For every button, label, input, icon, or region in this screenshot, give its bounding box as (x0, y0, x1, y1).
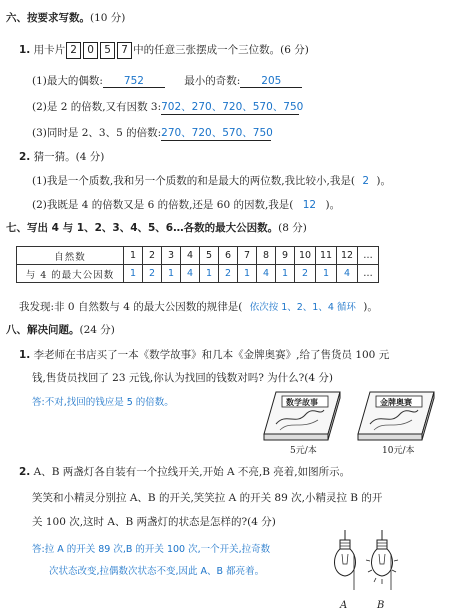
s8-q2-text1: A、B 两盏灯各自装有一个拉线开关,开始 A 不亮,B 亮着,如图所示。 (33, 466, 351, 478)
s6-q2-sub2-text: (2)我既是 4 的倍数又是 6 的倍数,还是 60 的因数,我是( (32, 199, 294, 211)
table-cell: … (358, 247, 379, 265)
s6-q1-sub1-label2: 最小的奇数: (184, 75, 241, 87)
table-cell: 6 (219, 247, 238, 265)
table-cell: 2 (143, 247, 162, 265)
table-row (17, 247, 379, 265)
s8-q2-text2: 笑笑和小精灵分别拉 A、B 的开关,笑笑拉 A 的开关 89 次,小精灵拉 B 的开 (32, 492, 383, 504)
table-cell: 8 (257, 247, 276, 265)
s6-q1-sub1 (32, 73, 302, 88)
s7-finding-text: 我发现:非 0 自然数与 4 的最大公因数的规律是( (19, 301, 243, 313)
multiple-2-factor-3-answer: 702、270、720、570、750 (161, 101, 304, 113)
table-cell: 12 (337, 247, 358, 265)
table-cell: 3 (162, 247, 181, 265)
gcd-answer-cell: 1 (238, 265, 257, 283)
s6-q2-number: 2. (19, 151, 31, 163)
s8-q1-text1: 李老师在书店买了一本《数学故事》和几本《金牌奥赛》,给了售货员 100 元 (33, 349, 390, 361)
common-multiple-answer: 12 (302, 199, 317, 211)
table-cell: 7 (238, 247, 257, 265)
gcd-answer-cell: 4 (181, 265, 200, 283)
s6-q1-sub2-label: (2)是 2 的倍数,又有因数 3: (32, 101, 162, 113)
gcd-answer-cell: 2 (295, 265, 316, 283)
gcd-answer-cell: 1 (276, 265, 295, 283)
gcd-answer-cell: 1 (316, 265, 337, 283)
gcd-answer-cell: 1 (200, 265, 219, 283)
s6-q1-sub3 (32, 125, 271, 141)
table-cell: 10 (295, 247, 316, 265)
table-cell: 9 (276, 247, 295, 265)
card-2: 0 (83, 42, 98, 59)
table-cell: 4 (181, 247, 200, 265)
gcd-answer-cell: 2 (219, 265, 238, 283)
gcd-answer-cell: 2 (143, 265, 162, 283)
s6-q1-sub1-label: (1)最大的偶数: (32, 75, 103, 87)
s8-q1-answer: 答:不对,找回的钱应是 5 的倍数。 (32, 397, 174, 408)
bulb-b-illustration (364, 530, 400, 612)
s8-q2-answer-2: 次状态改变,拉偶数次状态不变,因此 A、B 都亮着。 (49, 566, 265, 577)
section-6-title: 六、按要求写数。 (6, 12, 90, 24)
max-even-answer: 752 (103, 75, 165, 88)
s6-q1-sub2 (32, 99, 304, 115)
section-8-heading (6, 322, 115, 337)
s6-q1-sub3-label: (3)同时是 2、3、5 的倍数: (32, 127, 162, 139)
card-3: 5 (100, 42, 115, 59)
bulb-a-illustration (330, 530, 360, 612)
section-8-score: (24 分) (79, 324, 115, 336)
book-1-title: 数学故事 (286, 397, 318, 407)
s8-q2-line1 (19, 464, 350, 479)
s8-q2-number: 2. (19, 466, 31, 478)
table-cell: 11 (316, 247, 337, 265)
gcd-table (16, 246, 379, 283)
row-label-gcd: 与 4 的最大公因数 (17, 265, 124, 283)
table-cell: 5 (200, 247, 219, 265)
book-1-price: 5元/本 (290, 446, 317, 456)
book-gold-olympiad-illustration (356, 390, 436, 458)
s6-q2-sub1-text: (1)我是一个质数,我和另一个质数的和是最大的两位数,我比较小,我是( (32, 175, 355, 187)
s6-q1-pre: 用卡片 (33, 44, 66, 56)
s7-finding-end: )。 (363, 301, 378, 313)
book-2-price: 10元/本 (382, 446, 415, 456)
s8-q1-line1 (19, 347, 389, 362)
row-label-natural: 自然数 (17, 247, 124, 265)
table-cell: … (358, 265, 379, 283)
s6-q2-heading (19, 149, 104, 164)
s8-q2-answer-1: 答:拉 A 的开关 89 次,B 的开关 100 次,一个开关,拉奇数 (32, 544, 271, 555)
section-7-title: 七、写出 4 与 1、2、3、4、5、6…各数的最大公因数。 (6, 222, 279, 234)
s6-q2-sub1-end: )。 (376, 175, 391, 187)
bulb-off-icon (330, 530, 360, 600)
s6-q2-sub1 (32, 173, 391, 188)
book-math-story-illustration (262, 390, 342, 458)
prime-answer: 2 (362, 175, 370, 187)
s8-q1-number: 1. (19, 349, 31, 361)
card-4: 7 (117, 42, 132, 59)
gcd-answer-cell: 4 (257, 265, 276, 283)
section-8-title: 八、解决问题。 (6, 324, 80, 336)
s6-q1-line (19, 42, 309, 59)
s6-q2-sub2-end: )。 (325, 199, 341, 211)
gcd-answer-cell: 4 (337, 265, 358, 283)
gcd-answer-cell: 1 (162, 265, 181, 283)
card-1: 2 (66, 42, 81, 59)
s8-q2-text3: 关 100 次,这时 A、B 两盏灯的状态是怎样的?(4 分) (32, 516, 276, 528)
table-cell: 1 (124, 247, 143, 265)
section-7-score: (8 分) (278, 222, 307, 234)
section-6-score: (10 分) (90, 12, 126, 24)
s8-q1-text2: 钱,售货员找回了 23 元钱,你认为找回的钱数对吗? 为什么?(4 分) (32, 372, 334, 384)
book-2-title: 金牌奥赛 (380, 397, 412, 407)
bulb-b-label: B (377, 600, 385, 611)
s6-q2-sub2 (32, 197, 340, 212)
gcd-answer-cell: 1 (124, 265, 143, 283)
s7-finding (19, 299, 378, 314)
s6-q1-post: 中的任意三张摆成一个三位数。(6 分) (133, 44, 309, 56)
multiple-235-answer: 270、720、570、750 (161, 127, 273, 139)
table-row (17, 265, 379, 283)
bulb-a-label: A (340, 600, 348, 611)
bulb-on-icon (364, 530, 400, 600)
s6-q2-title: 猜一猜。(4 分) (33, 151, 105, 163)
s6-q1-number: 1. (19, 44, 31, 56)
pattern-answer: 依次按 1、2、1、4 循环 (249, 302, 356, 313)
section-7-heading (6, 220, 307, 235)
section-6-heading (6, 10, 125, 25)
min-odd-answer: 205 (240, 75, 302, 88)
